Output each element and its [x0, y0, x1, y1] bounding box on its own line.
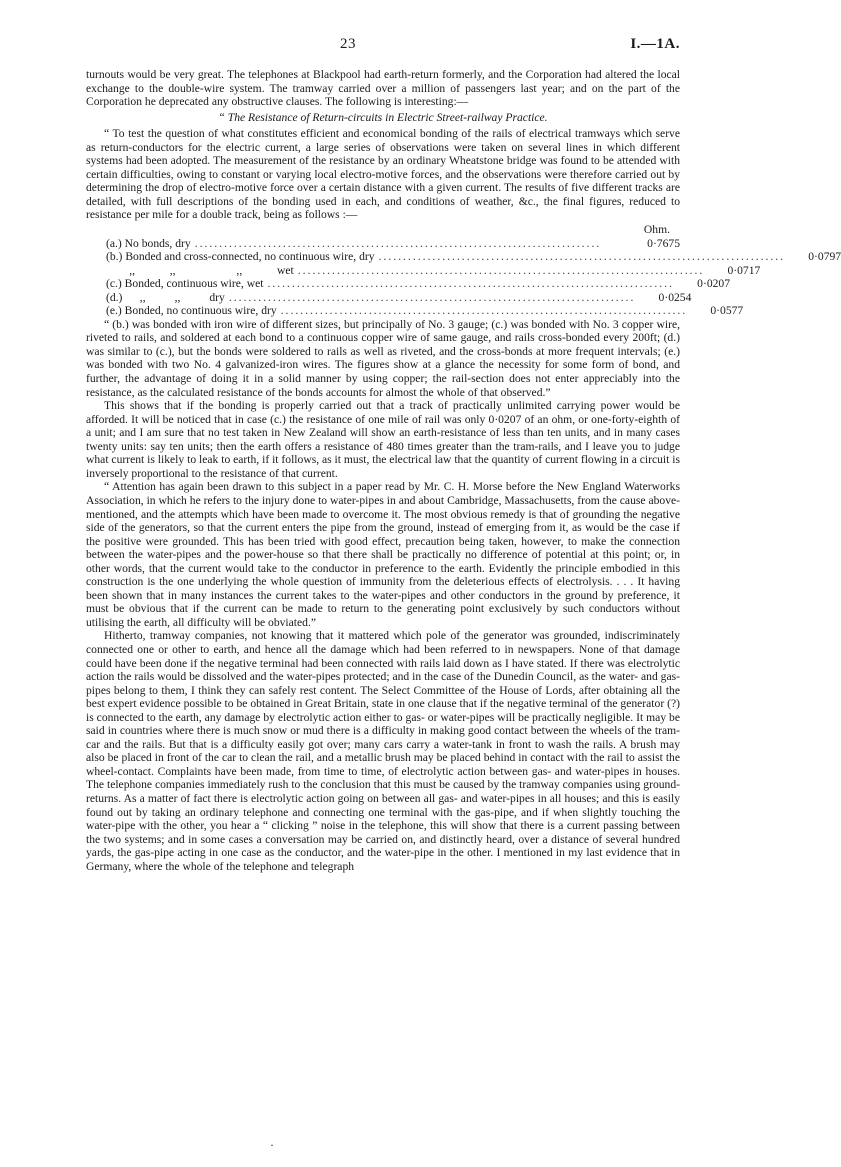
attention-paragraph: “ Attention has again been drawn to this subject in a paper read by Mr. C. H. Morse before the New England Waterworks Association, in which he refers to the injury done to water-pipes in and about Cambridge, Massachusetts, from the cause above-mentioned, and the attempts which have been made to overcome it. The most obvious remedy is that of grounding the negative side of the generators, so that the current enters the pipe from the ground, instead of emerging from it, as would be the case if the positive were grounded. This has been tried with good effect, precaution being taken, however, to make the connection between the water-pipes and the power-house so that there shall be practically no difference of potential at this point; or, in other words, that the current would take to the conductor in preference to the earth. Evidently the principle embodied in this construction is the one underlying the whole question of immunity from the deleterious effects of electrolysis. . . . It having been shown that in many instances the current takes to the water-pipes and other conductors in the ground by preference, it must be obvious that if the current can be made to return to the generating point exclusively by such conductors without utilising the earth, all difficulty will be obviated.” — [86, 480, 680, 629]
bonding-paragraph: “ (b.) was bonded with iron wire of different sizes, but principally of No. 3 gauge; (c.) was bonded with No. 3 copper wire, riveted to rails, and soldered at each bond to a continuous copper wire of same gauge, and rails cross-bonded every 200ft; (d.) was similar to (c.), but the bonds were soldered to rails as well as riveted, and the cross-bonds at more frequent intervals; (e.) was bonded with two No. 4 galvanized-iron wires. The figures show at a glance the necessity for some form of bond, and further, the advantage of doing it in a solid manner by using copper; the rail-section does not enter appreciably into the resistance, as the calculated resistance of the bonds accounts for almost the whole of that observed.” — [86, 317, 680, 399]
row-value: 0·7675 — [647, 236, 680, 250]
table-row — [86, 304, 744, 318]
resistance-table — [86, 223, 841, 318]
table-row — [86, 290, 692, 305]
row-value: 0·0254 — [658, 290, 692, 304]
footer-mark: · — [270, 1138, 274, 1153]
leader-dots: ................................................................................... — [280, 304, 688, 318]
row-value: 0·0207 — [697, 277, 731, 291]
leader-dots: ................................................................................... — [267, 277, 675, 291]
intro-paragraph: turnouts would be very great. The telephones at Blackpool had earth-return formerly, and the Corporation had altered the local exchange to the double-wire system. The tramway carried over a million of passengers last year; and on the part of the Corporation he deprecated any obstructive clauses. The following is interesting:— — [86, 68, 680, 109]
section-title: “ The Resistance of Return-circuits in Electric Street-railway Practice. — [218, 110, 548, 124]
page-header — [86, 38, 680, 68]
leader-dots: ................................................................................... — [297, 263, 705, 277]
row-value: 0·0797 — [808, 250, 841, 264]
page-number: 23 — [340, 36, 356, 52]
row-value: 0·0717 — [727, 263, 761, 277]
table-unit-header: Ohm. — [643, 223, 670, 237]
row-value: 0·0577 — [710, 304, 744, 318]
table-row — [86, 277, 731, 291]
row-label: (a.) No bonds, dry — [106, 236, 191, 250]
row-label: (d.) ,, ,, dry — [106, 290, 225, 304]
quote-paragraph: “ To test the question of what constitutes efficient and economical bonding of the rails of electrical tramways which serve as return-conductors for the electric current, a large series of observations were taken on several lines in which different systems had been adopted. The measurement of the resistance by an ordinary Wheatstone bridge was found to be attended with certain difficulties, owing to constant or varying local electro-motive forces, and the observations were therefore carried out by determining the drop of electro-motive force over a certain distance with a given current. The results of five different tracks are detailed, with full descriptions of the bonding used in each, and conditions of weather, &c., the final figures, reduced to resistance per mile for a double track, being as follows :— — [86, 127, 680, 222]
row-label: (c.) Bonded, continuous wire, wet — [106, 277, 264, 291]
row-label: (e.) Bonded, no continuous wire, dry — [106, 304, 277, 318]
table-row — [86, 237, 680, 251]
shows-paragraph: This shows that if the bonding is properly carried out that a track of practically unlimited carrying power would be afforded. It will be noticed that in case (c.) the resistance of one mile of rail was only 0·0207 of an ohm, or one-forty-eighth of a unit; and I am sure that no test taken in New Zealand will show an earth-resistance of less than ten units, and in many cases twenty units: say ten units; then the earth offers a resistance of 480 times greater than the tram-rails, and I leave you to judge what current is likely to leak to earth, if it follows, as it must, the electrical law that the quantity of current flowing in a circuit is inversely proportional to the resistance of that current. — [86, 399, 681, 480]
hitherto-paragraph: Hitherto, tramway companies, not knowing that it mattered which pole of the generator was grounded, indiscriminately connected one or other to earth, and hence all the damage which had been referred to in newspapers. None of that damage could have been done if the negative terminal had been connected with rails laid down as I have stated. If there was electrolytic action the rails would be dissolved and the water-pipes protected; and in the case of the Dunedin Council, as the water- and gas-pipes belong to them, I think they can safely rest content. The Select Committee of the House of Lords, after obtaining all the best expert evidence possible to be obtained in Great Britain, state in one clause that if the negative terminal of the generator (?) is connected to the earth, any damage by electrolytic action either to gas- or water-pipes will be practically negligible. It may be said in countries where there is much snow or mud there is a difficulty in making good contact between the wheels of the tram-car and the rails. But that is a difficulty easily got over; many cars carry a water-tank in front to wash the rails. A brush may also be placed in front of the car to clean the rail, and a metallic brush may be placed behind in contact with the rail to assist the wheel-contact. Complaints have been made, from time to time, of electrolytic action between gas- and water-pipes in houses. The telephone companies immediately rush to the conclusion that this must be caused by the tramway companies using ground-returns. As a matter of fact there is electrolytic action going on between all gas- and water-pipes in all houses; and this is easily found out by taking an ordinary telephone and connecting one terminal with the gas-pipe, and if when slightly touching the water-pipe with the other, you hear a “ clicking ” noise in the telephone, this will show that there is a current passing between the two systems; and in some cases a conversation may be carried on, and distinctly heard, over a distance of several hundred yards, the gas-pipe acting in one case as the conductor, and the water-pipe in the other. I mentioned in my last evidence that in Germany, where the whole of the telephone and telegraph — [86, 629, 680, 873]
row-label: (b.) Bonded and cross-connected, no continuous wire, dry — [106, 250, 375, 264]
table-row — [86, 263, 761, 278]
leader-dots: ................................................................................... — [228, 290, 636, 304]
table-row — [86, 250, 841, 264]
leader-dots: ................................................................................... — [378, 250, 786, 264]
leader-dots: ................................................................................... — [194, 236, 602, 250]
row-label: ,, ,, ,, wet — [106, 263, 294, 277]
series-reference: I.—1A. — [630, 36, 680, 52]
